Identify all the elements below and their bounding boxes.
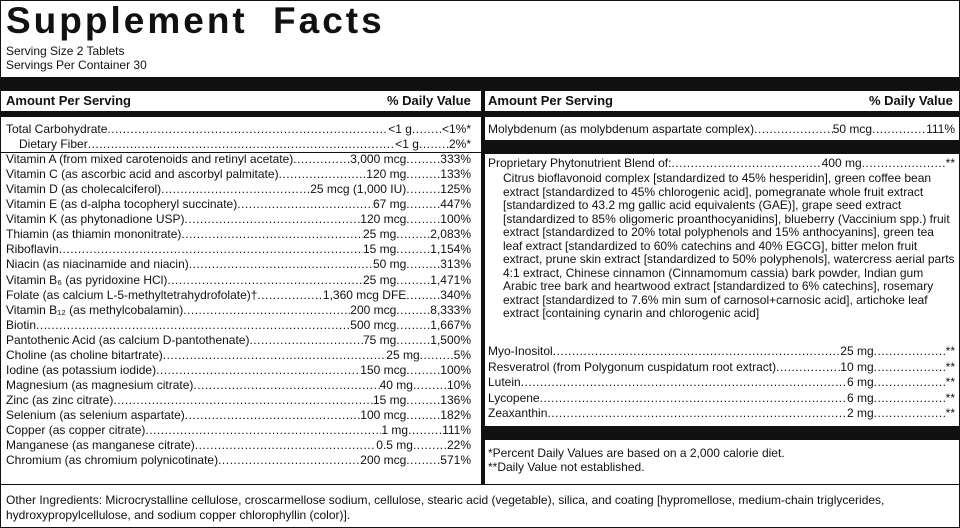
row-name: Vitamin D (as cholecalciferol) [6,182,162,196]
row-name: Folate (as calcium L-5-methyltetrahydrofolate)† [6,288,258,302]
leader-dots [872,123,926,136]
table-row [6,454,471,467]
leader-dots [671,157,821,170]
blend-row [488,157,955,170]
row-amount: 500 mcg [350,318,397,332]
table-row [6,258,471,271]
leader-dots [406,409,440,422]
row-dv: 1,500% [430,333,471,347]
row-dv: ** [945,344,955,358]
leader-dots [406,198,440,211]
footnote-dv-not-established: **Daily Value not established. [488,460,645,474]
leader-dots [181,228,363,241]
leader-dots [218,454,360,467]
row-amount: 6 mg [846,375,874,389]
row-dv: ** [945,406,955,420]
row-name: Niacin (as niacinamide and niacin) [6,257,189,271]
leader-dots [396,319,430,332]
row-name: Molybdenum (as molybdenum aspartate complex) [488,122,755,136]
leader-dots [406,454,440,467]
leader-dots [540,392,847,405]
bottom-rule [1,484,959,485]
row-amount: 2 mg [846,406,874,420]
leader-dots [257,289,322,302]
row-amount: 1,360 mcg DFE [322,288,407,302]
row-amount: 25 mg [840,344,874,358]
leader-dots [776,361,840,374]
row-amount: 15 mg [372,393,407,407]
row-name: Proprietary Phytonutrient Blend of: [488,156,672,170]
table-row [488,376,955,389]
row-name: Iodine (as potassium iodide) [6,363,157,377]
row-name: Zinc (as zinc citrate) [6,393,114,407]
top-thick-rule [1,77,960,91]
table-row [488,361,955,374]
leader-dots [413,379,447,392]
row-name: Zeaxanthin [488,406,548,420]
right-mid-rule [485,140,960,154]
left-header-rule [1,111,481,117]
row-dv: ** [945,375,955,389]
row-name: Resveratrol (from Polygonum cuspidatum root extract) [488,360,777,374]
right-header-amount: Amount Per Serving [488,93,613,108]
leader-dots [167,274,363,287]
row-dv: ** [945,360,955,374]
table-row [6,379,471,392]
row-name: Vitamin K (as phytonadione USP) [6,212,185,226]
row-dv: 8,333% [430,303,471,317]
leader-dots [406,168,440,181]
leader-dots [408,424,442,437]
leader-dots [88,138,396,151]
row-dv: 1,667% [430,318,471,332]
row-dv: 2,083% [430,227,471,241]
other-ingredients: Other Ingredients: Microcrystalline cellulose, croscarmellose sodium, cellulose, stearic acid (vegetable), silica, and coating [hypromellose, medium-chain triglycerides, hydroxypropylcellulose, and sodium copper chlorophyllin (color)]. [6,493,885,522]
row-name: Selenium (as selenium aspartate) [6,408,185,422]
leader-dots [874,376,946,389]
row-amount: 6 mg [846,391,874,405]
left-header-amount: Amount Per Serving [6,93,131,108]
right-bottom-rule [485,426,960,440]
row-amount: 1 mg [381,423,409,437]
leader-dots [36,319,350,332]
row-name: Vitamin C (as ascorbic acid and ascorbyl palmitate) [6,167,279,181]
leader-dots [113,394,373,407]
footnote-percent-dv: *Percent Daily Values are based on a 2,000 calorie diet. [488,446,785,460]
leader-dots [874,392,946,405]
row-dv: 5% [453,348,471,362]
leader-dots [193,379,379,392]
row-dv: 100% [440,363,471,377]
blend-description: Citrus bioflavonoid complex [standardized to 45% hesperidin], green coffee bean extract [standardized to 45% chlorogenic acid], pomegranate whole fruit extract [standardized to 43.2 mg gallic acid equivalents (GAE)], grape seed extract [standardized to 85% oligomeric proanthocyanidins], blueberry (Vaccinium spp.) fruit extract [standardized to 20% total polyphenols and 15% anthocyanins], green tea leaf extract [standardized to 60% catechins and 40% EGCG], bitter melon fruit extract, prune skin extract [standardized to 50% polyphenols], watercress aerial parts 4:1 extract, Chinese cinnamon (Cinnamomum cassia) bark powder, Indian gum Arabic tree bark and heartwood extract [standardized to 6% catechins], rosemary extract [standardized to 7.6% min sum of carnosol+carnosic acid], artichoke leaf extract [containing cynarin and chlorogenic acid] [503,171,955,320]
row-amount: 25 mg [362,227,397,241]
leader-dots [396,304,430,317]
leader-dots [547,407,847,420]
row-name: Manganese (as manganese citrate) [6,438,195,452]
table-row [6,334,471,347]
serving-size: Serving Size 2 Tablets [6,44,125,58]
row-dv: 125% [440,182,471,196]
leader-dots [185,213,361,226]
row-name: Lutein [488,375,521,389]
row-amount: 3,000 mcg [350,152,407,166]
table-row [6,274,471,287]
row-dv: 111% [442,423,471,437]
leader-dots [406,258,440,271]
row-dv: 111% [926,122,955,136]
leader-dots [874,407,946,420]
row-amount: 67 mg [372,197,407,211]
leader-dots [754,123,833,136]
row-name: Biotin [6,318,37,332]
leader-dots [145,424,381,437]
row-dv: <1%* [441,122,471,136]
table-row [6,364,471,377]
leader-dots [59,243,363,256]
table-row [6,394,471,407]
row-name: Dietary Fiber [19,137,88,151]
leader-dots [107,123,388,136]
row-amount: 10 mg [840,360,874,374]
row-amount: 100 mcg [360,408,407,422]
row-dv: 571% [440,453,471,467]
row-name: Chromium (as chromium polynicotinate) [6,453,219,467]
row-amount: 40 mg [379,378,413,392]
leader-dots [553,345,841,358]
row-dv: 2%* [448,137,471,151]
table-row [6,213,471,226]
leader-dots [419,138,449,151]
leader-dots [874,361,946,374]
table-row [488,345,955,358]
row-name: Vitamin B₆ (as pyridoxine HCl) [6,273,168,287]
leader-dots [406,213,440,226]
row-name: Total Carbohydrate [6,122,108,136]
right-header-dv: % Daily Value [869,93,953,108]
molybdenum-row [488,123,955,136]
table-row [6,424,471,437]
leader-dots [185,409,361,422]
row-name: Lycopene [488,391,540,405]
row-dv: 10% [446,378,471,392]
row-amount: 75 mg [362,333,397,347]
table-row [6,304,471,317]
right-header-rule [485,111,960,117]
table-row [6,349,471,362]
panel-title: Supplement Facts [6,0,385,41]
leader-dots [521,376,847,389]
leader-dots [237,198,373,211]
table-row [488,407,955,420]
row-amount: <1 g [395,137,419,151]
row-dv: 136% [440,393,471,407]
row-dv: 447% [440,197,471,211]
row-amount: 25 mcg (1,000 IU) [310,182,407,196]
leader-dots [406,394,440,407]
row-amount: 50 mcg [832,122,873,136]
servings-per-container: Servings Per Container 30 [6,58,147,72]
row-dv: ** [945,156,955,170]
table-row [6,198,471,211]
table-row [19,138,471,151]
table-row [6,409,471,422]
row-name: Riboflavin [6,242,59,256]
row-name: Copper (as copper citrate) [6,423,146,437]
row-amount: 150 mcg [360,363,407,377]
row-dv: 133% [440,167,471,181]
table-row [6,319,471,332]
row-amount: 120 mcg [360,212,407,226]
row-name: Myo-Inositol [488,344,553,358]
leader-dots [406,364,440,377]
row-dv: 1,154% [430,242,471,256]
leader-dots [396,334,430,347]
leader-dots [293,153,350,166]
row-name: Thiamin (as thiamin mononitrate) [6,227,182,241]
row-amount: 400 mg [821,156,862,170]
leader-dots [396,243,430,256]
table-row [6,168,471,181]
table-row [6,439,471,452]
leader-dots [189,258,373,271]
table-row [6,183,471,196]
row-name: Choline (as choline bitartrate) [6,348,163,362]
table-row [6,289,471,302]
leader-dots [406,183,440,196]
leader-dots [413,439,447,452]
row-dv: 313% [440,257,471,271]
row-amount: 120 mg [366,167,407,181]
row-dv: 182% [440,408,471,422]
row-amount: <1 g [388,122,412,136]
table-row [488,392,955,405]
leader-dots [874,345,946,358]
row-amount: 0.5 mg [376,438,413,452]
row-amount: 200 mcg [350,303,397,317]
row-amount: 200 mcg [360,453,407,467]
leader-dots [396,274,430,287]
leader-dots [156,364,360,377]
row-dv: ** [945,391,955,405]
row-name: Vitamin B₁₂ (as methylcobalamin) [6,303,184,317]
row-dv: 333% [440,152,471,166]
row-amount: 25 mg [386,348,420,362]
leader-dots [412,123,442,136]
leader-dots [195,439,377,452]
leader-dots [406,289,440,302]
left-header-dv: % Daily Value [387,93,471,108]
row-dv: 100% [440,212,471,226]
leader-dots [396,228,430,241]
row-amount: 50 mg [372,257,407,271]
leader-dots [279,168,367,181]
leader-dots [161,183,310,196]
row-dv: 340% [440,288,471,302]
leader-dots [183,304,350,317]
row-amount: 15 mg [362,242,397,256]
row-name: Pantothenic Acid (as calcium D-pantothenate) [6,333,250,347]
table-row [6,228,471,241]
table-row [6,243,471,256]
leader-dots [249,334,362,347]
table-row [6,153,471,166]
row-amount: 25 mg [362,273,397,287]
leader-dots [862,157,946,170]
leader-dots [420,349,454,362]
leader-dots [406,153,440,166]
row-name: Magnesium (as magnesium citrate) [6,378,194,392]
row-dv: 22% [446,438,471,452]
leader-dots [163,349,387,362]
row-dv: 1,471% [430,273,471,287]
row-name: Vitamin A (from mixed carotenoids and retinyl acetate) [6,152,294,166]
table-row [6,123,471,136]
row-name: Vitamin E (as d-alpha tocopheryl succinate) [6,197,238,211]
